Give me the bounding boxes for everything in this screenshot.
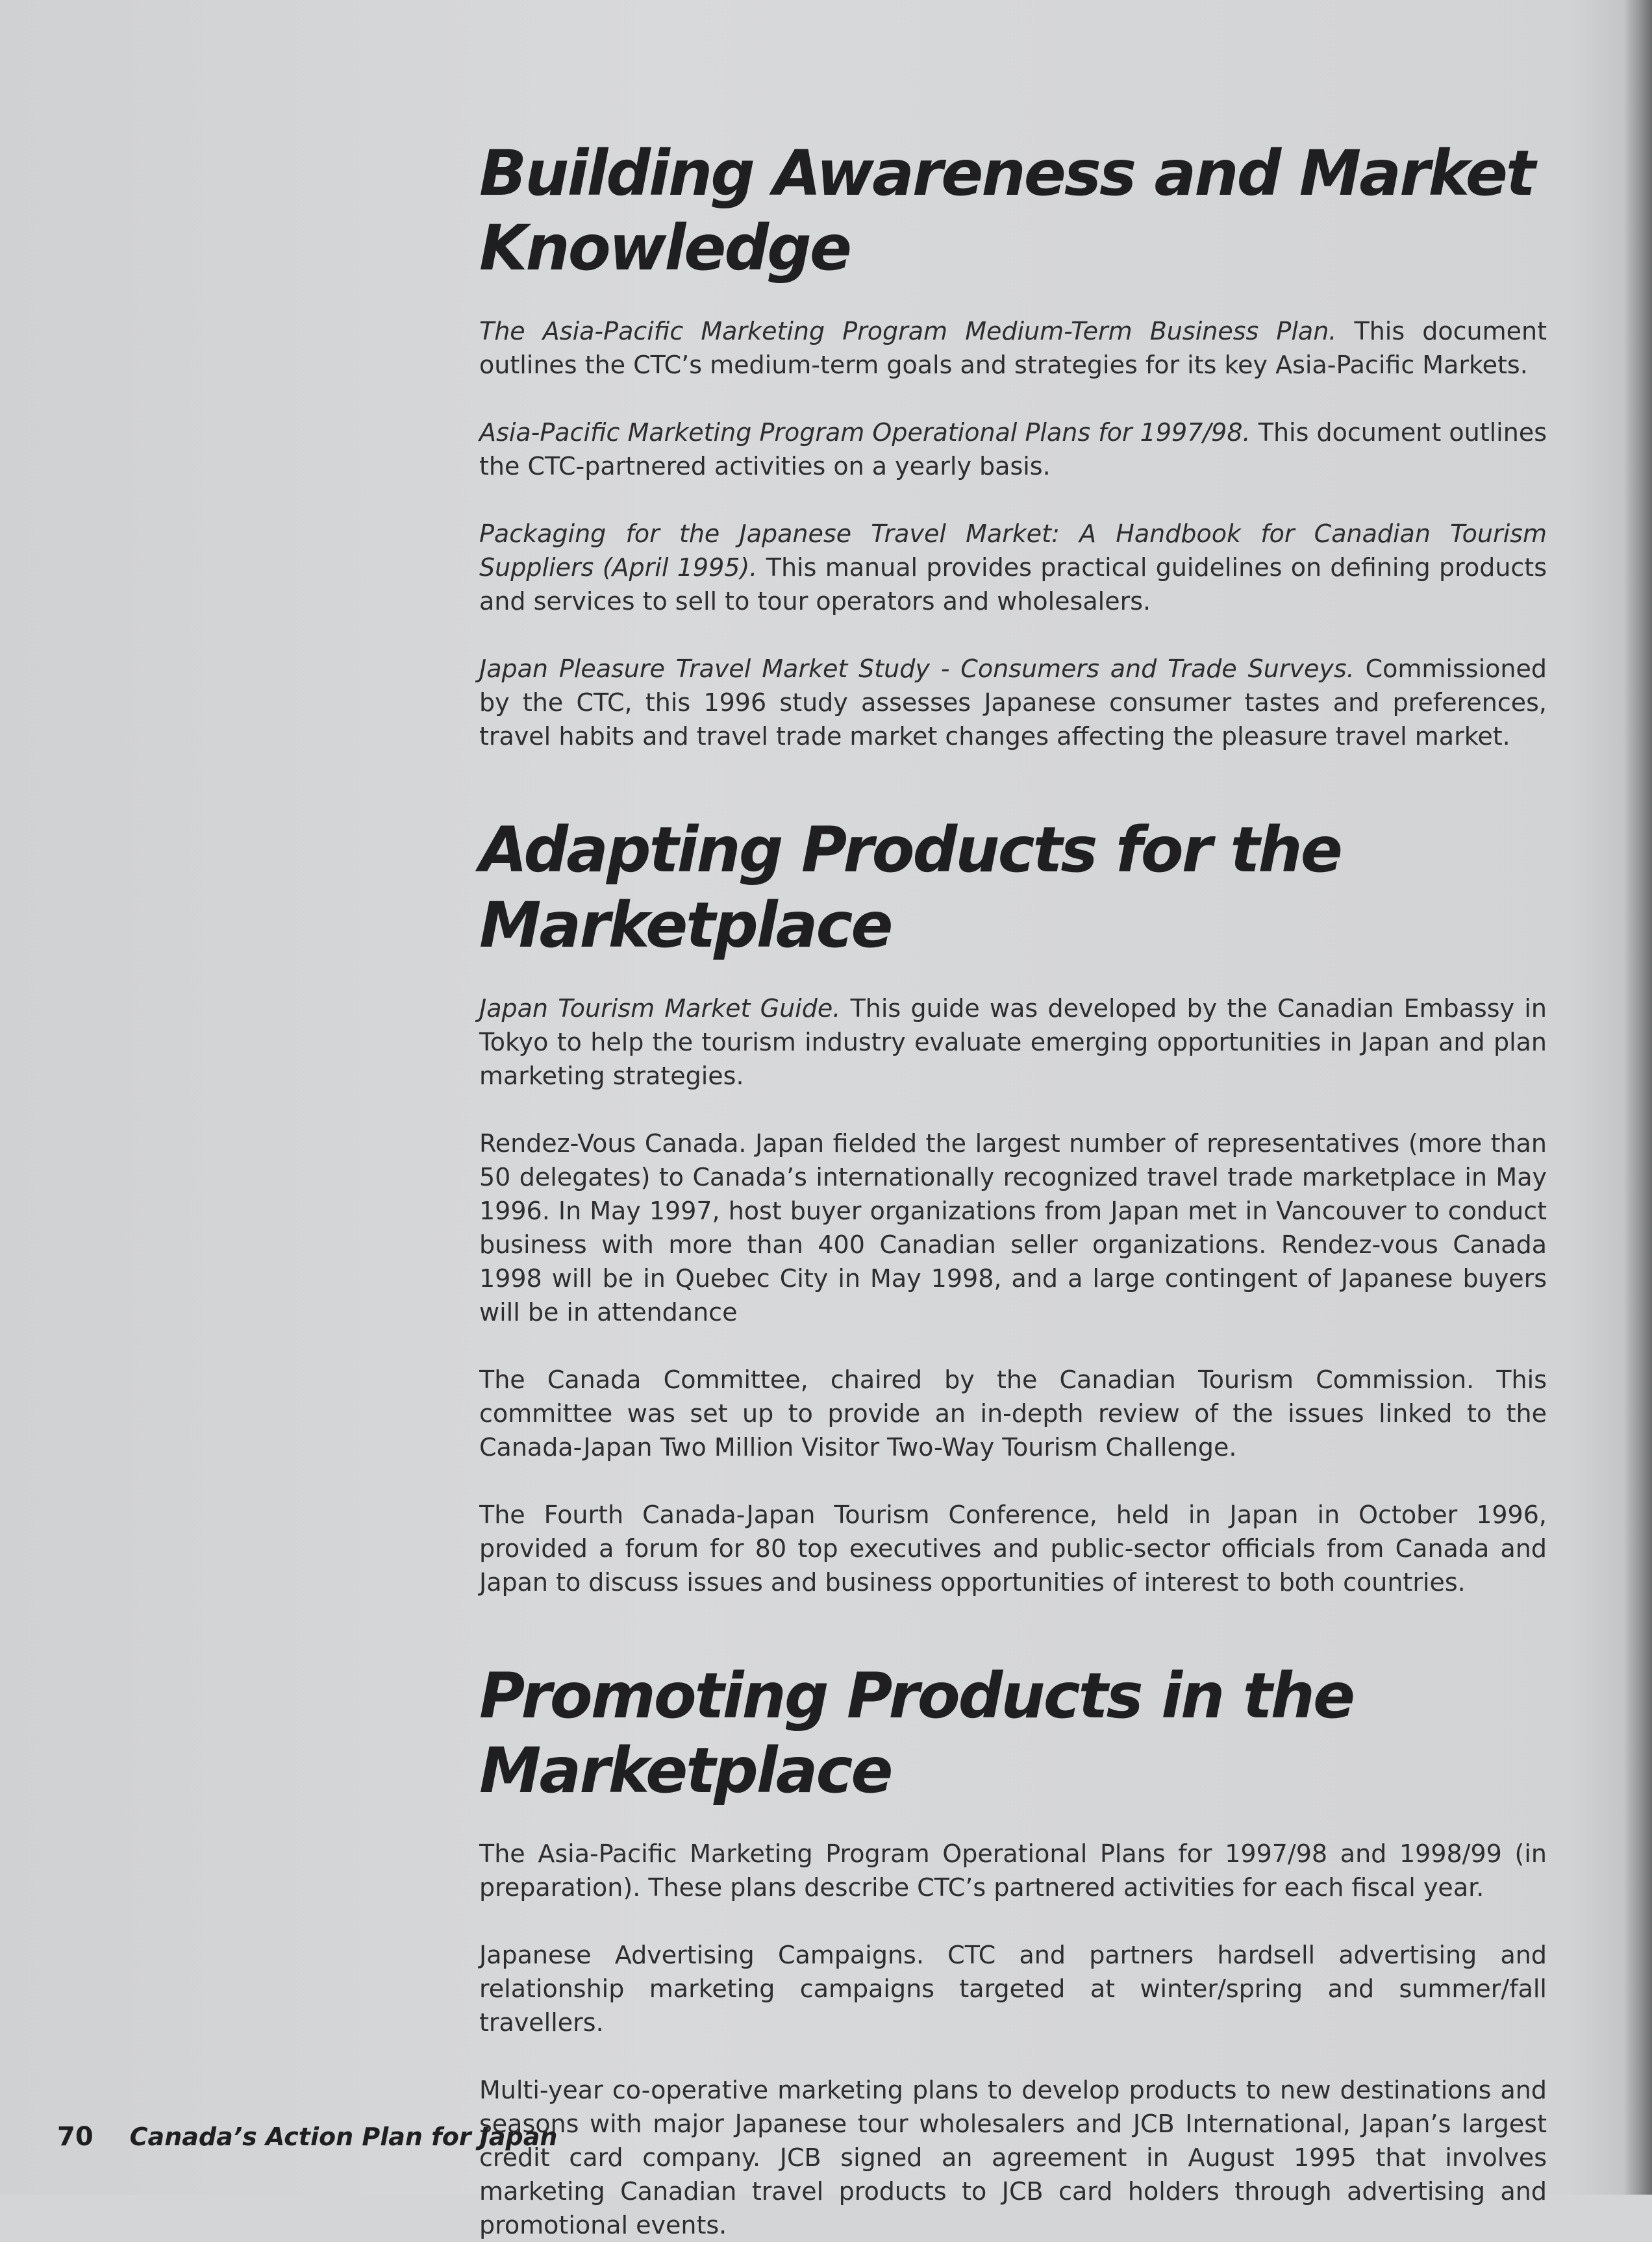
entry-title: Asia-Pacific Marketing Program Operational Plans for 1997/98. — [479, 418, 1251, 447]
entry-text: This guide was developed by the Canadian Embassy in Tokyo to help the tourism industry evaluate emerging opportunities in Japan and plan marketing strategies. — [479, 993, 1547, 1090]
entry-text: The Canada Committee, chaired by the Canadian Tourism Commission. This committee was set up to provide an in-depth review of the issues linked to the Canada-Japan Two Million Visitor Two-Way Tourism Challenge. — [479, 1365, 1547, 1462]
entry-title: The Asia-Pacific Marketing Program Medium-Term Business Plan. — [479, 317, 1337, 346]
entry-text: Commissioned by the CTC, this 1996 study assesses Japanese consumer tastes and preferences, travel habits and travel trade market changes affecting the pleasure travel market. — [479, 654, 1547, 751]
entry-text: This document outlines the CTC’s medium-term goals and strategies for its key Asia-Pacific Markets. — [479, 317, 1547, 380]
entry-market-guide — [479, 991, 1547, 1093]
section-heading-promoting-products: Promoting Products in the Marketplace — [479, 1659, 1354, 1807]
entry-pleasure-travel-study — [479, 652, 1547, 753]
section-heading-building-awareness: Building Awareness and Market Knowledge — [479, 137, 1534, 285]
entry-text: This manual provides practical guidelines on defining products and services to sell to tour operators and wholesalers. — [479, 553, 1547, 616]
page-number: 70 — [57, 2122, 94, 2152]
entry-canada-committee — [479, 1363, 1547, 1464]
entry-tourism-conference — [479, 1498, 1547, 1599]
entry-advertising-campaigns — [479, 1938, 1547, 2039]
entry-text: Rendez-Vous Canada. Japan fielded the largest number of representatives (more than 50 delegates) to Canada’s internationally recognized travel trade marketplace in May 1996. In May 1997, host buyer organizations from Japan met in Vancouver to conduct business with more than 400 Canadian seller organizations. Rendez-vous Canada 1998 will be in Quebec City in May 1998, and a large contingent of Japanese buyers will be in attendance — [479, 1128, 1547, 1327]
page-footer — [57, 2122, 557, 2152]
entry-title: Japan Tourism Market Guide. — [479, 993, 841, 1023]
entry-operational-plans-fiscal — [479, 1837, 1547, 1904]
entry-operational-plans — [479, 416, 1547, 483]
entry-medium-term-business-plan — [479, 314, 1547, 382]
entry-text: The Asia-Pacific Marketing Program Operational Plans for 1997/98 and 1998/99 (in preparation). These plans describe CTC’s partnered activities for each fiscal year. — [479, 1839, 1547, 1902]
entry-title: Packaging for the Japanese Travel Market: A Handbook for Canadian Tourism Suppliers (April 1995). — [479, 519, 1547, 582]
section-heading-adapting-products: Adapting Products for the Marketplace — [479, 814, 1341, 962]
entry-text: Japanese Advertising Campaigns. CTC and partners hardsell advertising and relationship marketing campaigns targeted at winter/spring and summer/fall travellers. — [479, 1941, 1547, 2037]
book-spine-shadow — [1623, 0, 1652, 2195]
entry-packaging-handbook — [479, 517, 1547, 618]
entry-text: The Fourth Canada-Japan Tourism Conference, held in Japan in October 1996, provided a forum for 80 top executives and public-sector officials from Canada and Japan to discuss issues and business opportunities of interest to both countries. — [479, 1500, 1547, 1597]
entry-text: Multi-year co-operative marketing plans to develop products to new destinations and seasons with major Japanese tour wholesalers and JCB International, Japan’s largest credit card company. JCB signed an agreement in August 1995 that involves marketing Canadian travel products to JCB card holders through advertising and promotional events. — [479, 2076, 1547, 2240]
running-title: Canada’s Action Plan for Japan — [129, 2123, 558, 2151]
entry-text: This document outlines the CTC-partnered activities on a yearly basis. — [479, 418, 1547, 481]
entry-rendez-vous-canada — [479, 1127, 1547, 1329]
page-content — [479, 136, 1547, 2242]
entry-title: Japan Pleasure Travel Market Study - Consumers and Trade Surveys. — [479, 654, 1355, 684]
entry-cooperative-marketing — [479, 2073, 1547, 2242]
